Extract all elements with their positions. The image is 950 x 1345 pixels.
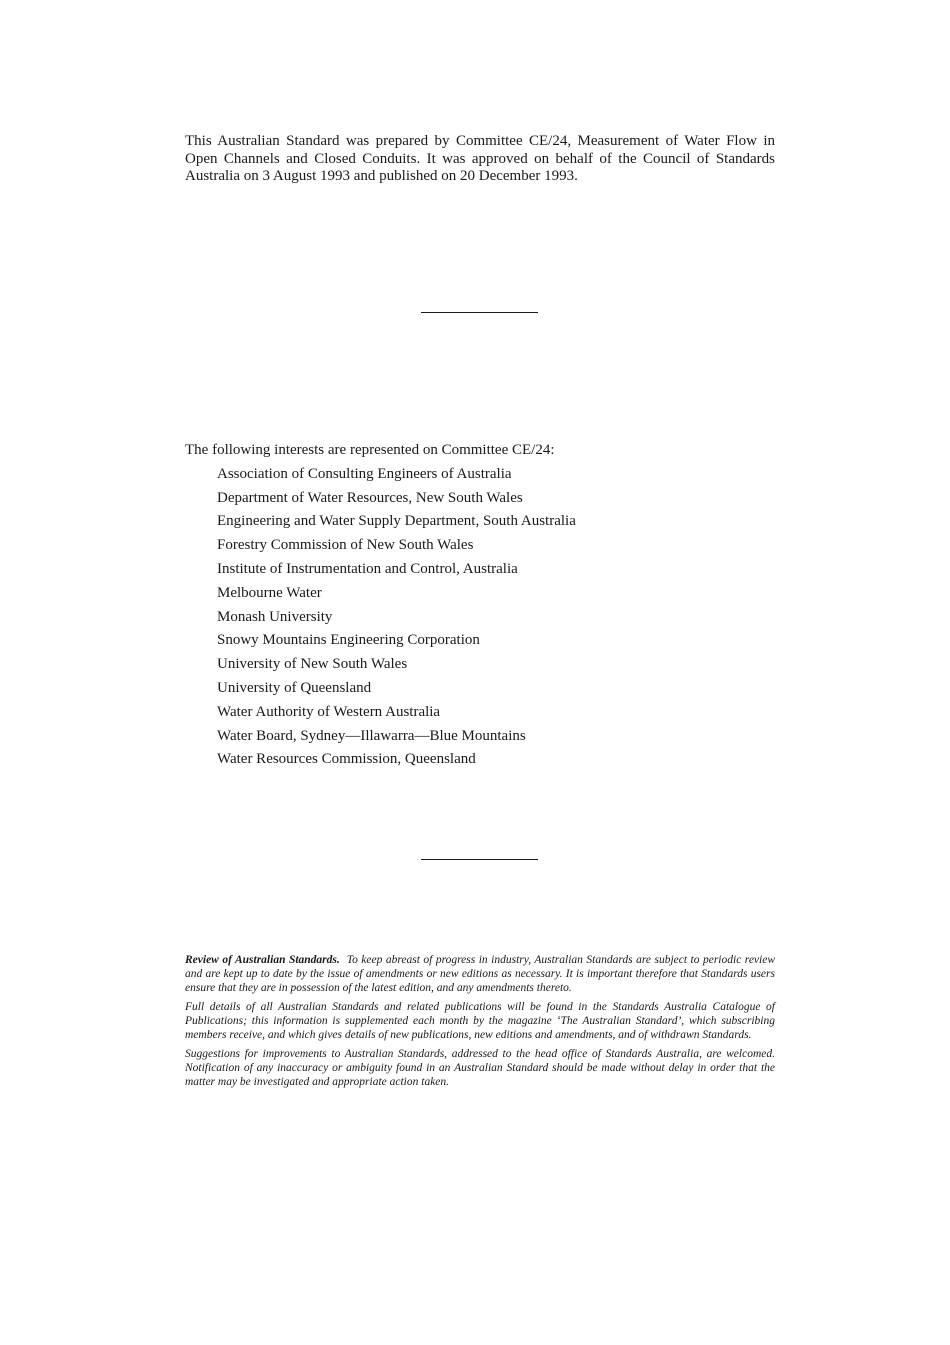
member-organisation: Engineering and Water Supply Department, South Australia [217,513,576,530]
interests-heading: The following interests are represented on Committee CE/24: [185,442,555,458]
committee-interests [185,440,785,773]
section-divider-top [421,312,538,313]
review-text-1: To keep abreast of progress in industry, Australian Standards are subject to periodic review and are kept up to date by the issue of amendments or new editions as necessary. It is important therefore that Standards users ensure that they are in possession of the latest edition, and any amendments thereto. [185,954,776,994]
member-organisation: Monash University [217,608,333,625]
member-organisation: University of New South Wales [217,656,408,673]
review-paragraph-2: Full details of all Australian Standards and related publications will be found in the Standards Australia Catalogue of Publications; this information is supplemented each month by the magazine ‘The Australian Standard’, which subscribing members receive, and which gives details of new publications, new editions and amendments, and of withdrawn Standards. [185,1001,775,1041]
preparation-statement: This Australian Standard was prepared by Committee CE/24, Measurement of Water Flow in Open Channels and Closed Conduits. It was approved on behalf of the Council of Standards Australia on 3 August 1993 and published on 20 December 1993. [185,133,775,184]
section-divider-bottom [421,859,538,860]
member-organisation: Association of Consulting Engineers of Australia [217,465,512,482]
member-organisation: Water Board, Sydney—Illawarra—Blue Mountains [217,727,526,744]
member-organisation: University of Queensland [217,679,372,696]
member-organisation: Department of Water Resources, New South Wales [217,489,523,506]
review-title: Review of Australian Standards. [185,954,340,966]
member-organisation: Water Authority of Western Australia [217,703,441,720]
member-organisation: Water Resources Commission, Queensland [217,751,476,768]
member-organisation-list [185,464,785,773]
review-paragraph-3: Suggestions for improvements to Australian Standards, addressed to the head office of Standards Australia, are welcomed. Notification of any inaccuracy or ambiguity found in an Australian Standard should be made without delay in order that the matter may be investigated and appropriate action taken. [185,1048,775,1088]
member-organisation: Institute of Instrumentation and Control, Australia [217,560,518,577]
review-notice [185,953,775,1094]
member-organisation: Snowy Mountains Engineering Corporation [217,632,480,649]
review-paragraph-1 [185,953,775,995]
member-organisation: Melbourne Water [217,584,322,601]
member-organisation: Forestry Commission of New South Wales [217,537,474,554]
